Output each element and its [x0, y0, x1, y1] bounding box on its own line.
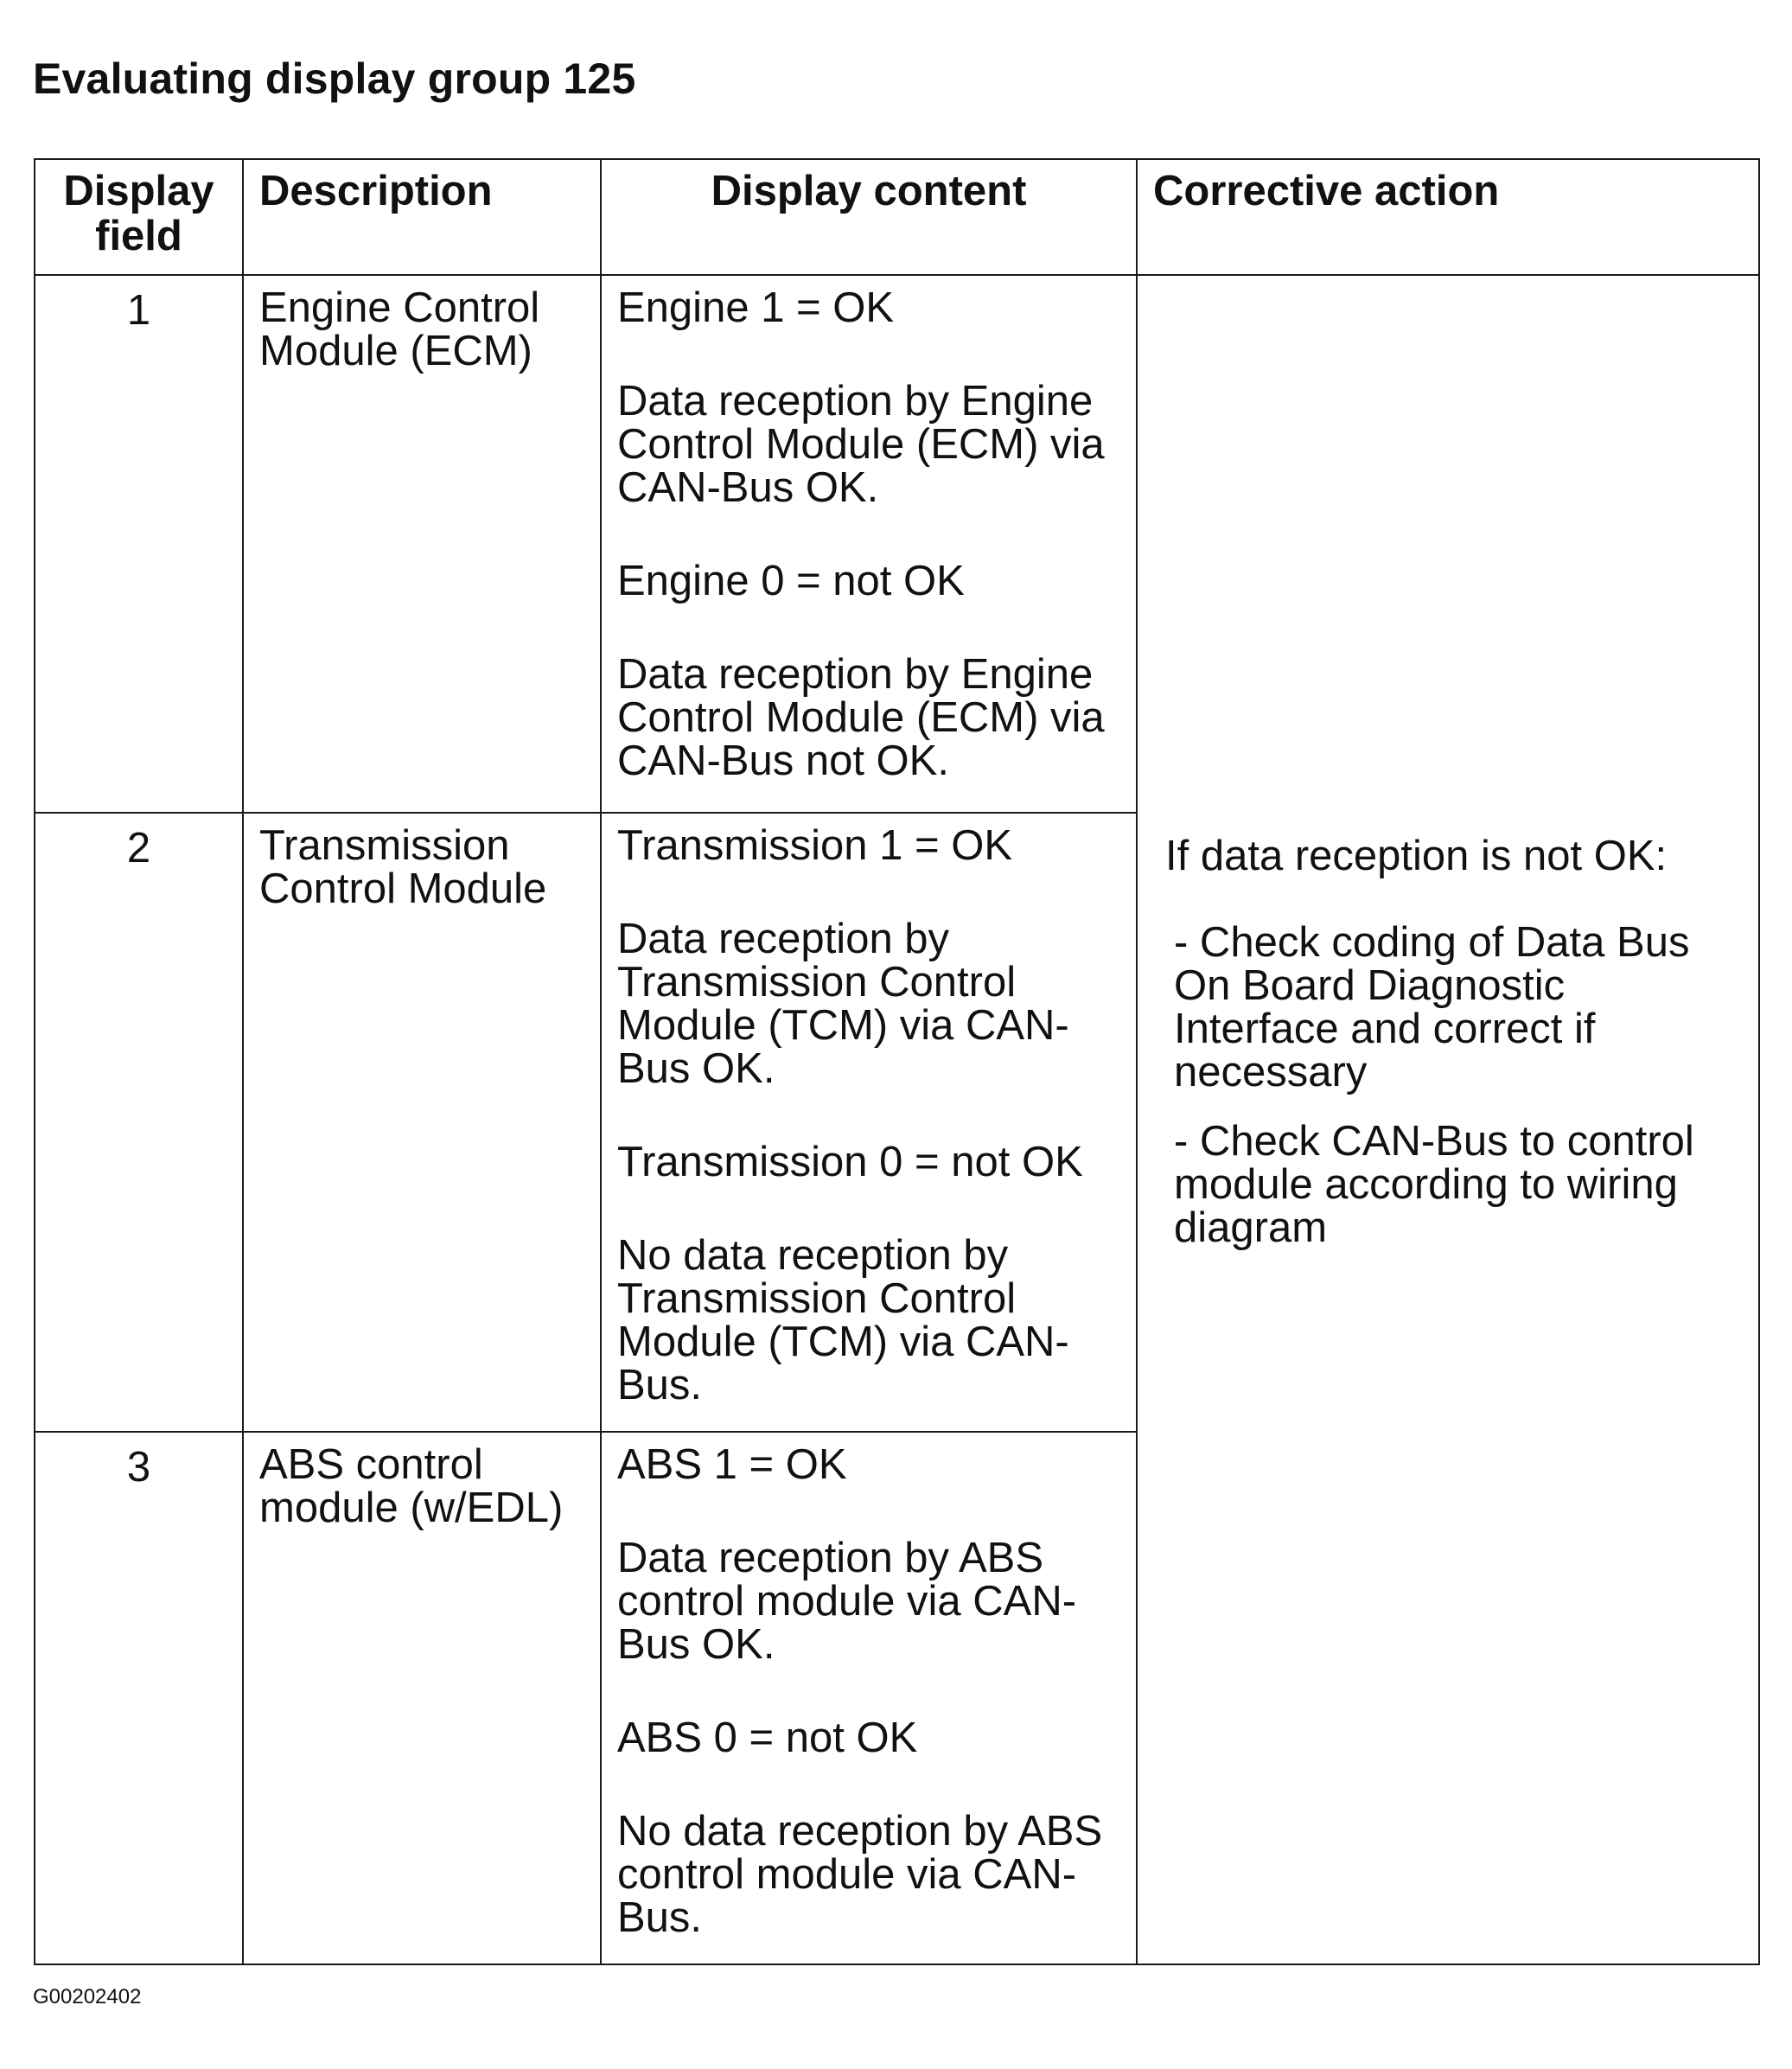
header-corrective-action: Corrective action: [1137, 159, 1759, 275]
figure-id: G00202402: [33, 1985, 142, 2008]
display-field-number: 2: [35, 813, 243, 1432]
corrective-action-step: - Check CAN-Bus to control module according to wiring diagram: [1174, 1118, 1694, 1251]
header-display-content: Display content: [601, 159, 1137, 275]
description-cell: Engine Control Module (ECM): [243, 275, 601, 813]
corrective-action-intro: If data reception is not OK:: [1165, 833, 1668, 879]
content-line: No data reception by Transmission Control Module (TCM) via CAN-Bus.: [617, 1232, 1069, 1408]
header-description: Description: [243, 159, 601, 275]
content-line: ABS 1 = OK: [617, 1441, 847, 1488]
content-line: Data reception by ABS control module via CAN-Bus OK.: [617, 1535, 1077, 1668]
display-field-number: 3: [35, 1432, 243, 1964]
content-line: ABS 0 = not OK: [617, 1715, 918, 1761]
display-group-table-container: [34, 158, 1758, 1965]
display-content-cell: [601, 813, 1137, 1432]
display-group-table: [34, 158, 1760, 1965]
content-line: Transmission 0 = not OK: [617, 1139, 1083, 1185]
description-cell: ABS control module (w/EDL): [243, 1432, 601, 1964]
content-line: Engine 1 = OK: [617, 284, 895, 331]
display-field-number: 1: [35, 275, 243, 813]
header-display-field: Display field: [35, 159, 243, 275]
description-cell: Transmission Control Module: [243, 813, 601, 1432]
corrective-action-cell: [1137, 275, 1759, 1964]
display-content-cell: [601, 275, 1137, 813]
content-line: Transmission 1 = OK: [617, 822, 1013, 869]
content-line: Data reception by Transmission Control Module (TCM) via CAN-Bus OK.: [617, 916, 1069, 1092]
content-line: Data reception by Engine Control Module (ECM) via CAN-Bus not OK.: [617, 651, 1105, 784]
corrective-action-step: - Check coding of Data Bus On Board Diagnostic Interface and correct if necessary: [1174, 919, 1690, 1095]
content-line: Engine 0 = not OK: [617, 558, 965, 604]
page-title: Evaluating display group 125: [33, 54, 636, 103]
display-content-cell: [601, 1432, 1137, 1964]
content-line: No data reception by ABS control module via CAN-Bus.: [617, 1808, 1103, 1941]
table-row: [35, 275, 1759, 813]
table-header-row: [35, 159, 1759, 275]
content-line: Data reception by Engine Control Module (ECM) via CAN-Bus OK.: [617, 378, 1105, 511]
